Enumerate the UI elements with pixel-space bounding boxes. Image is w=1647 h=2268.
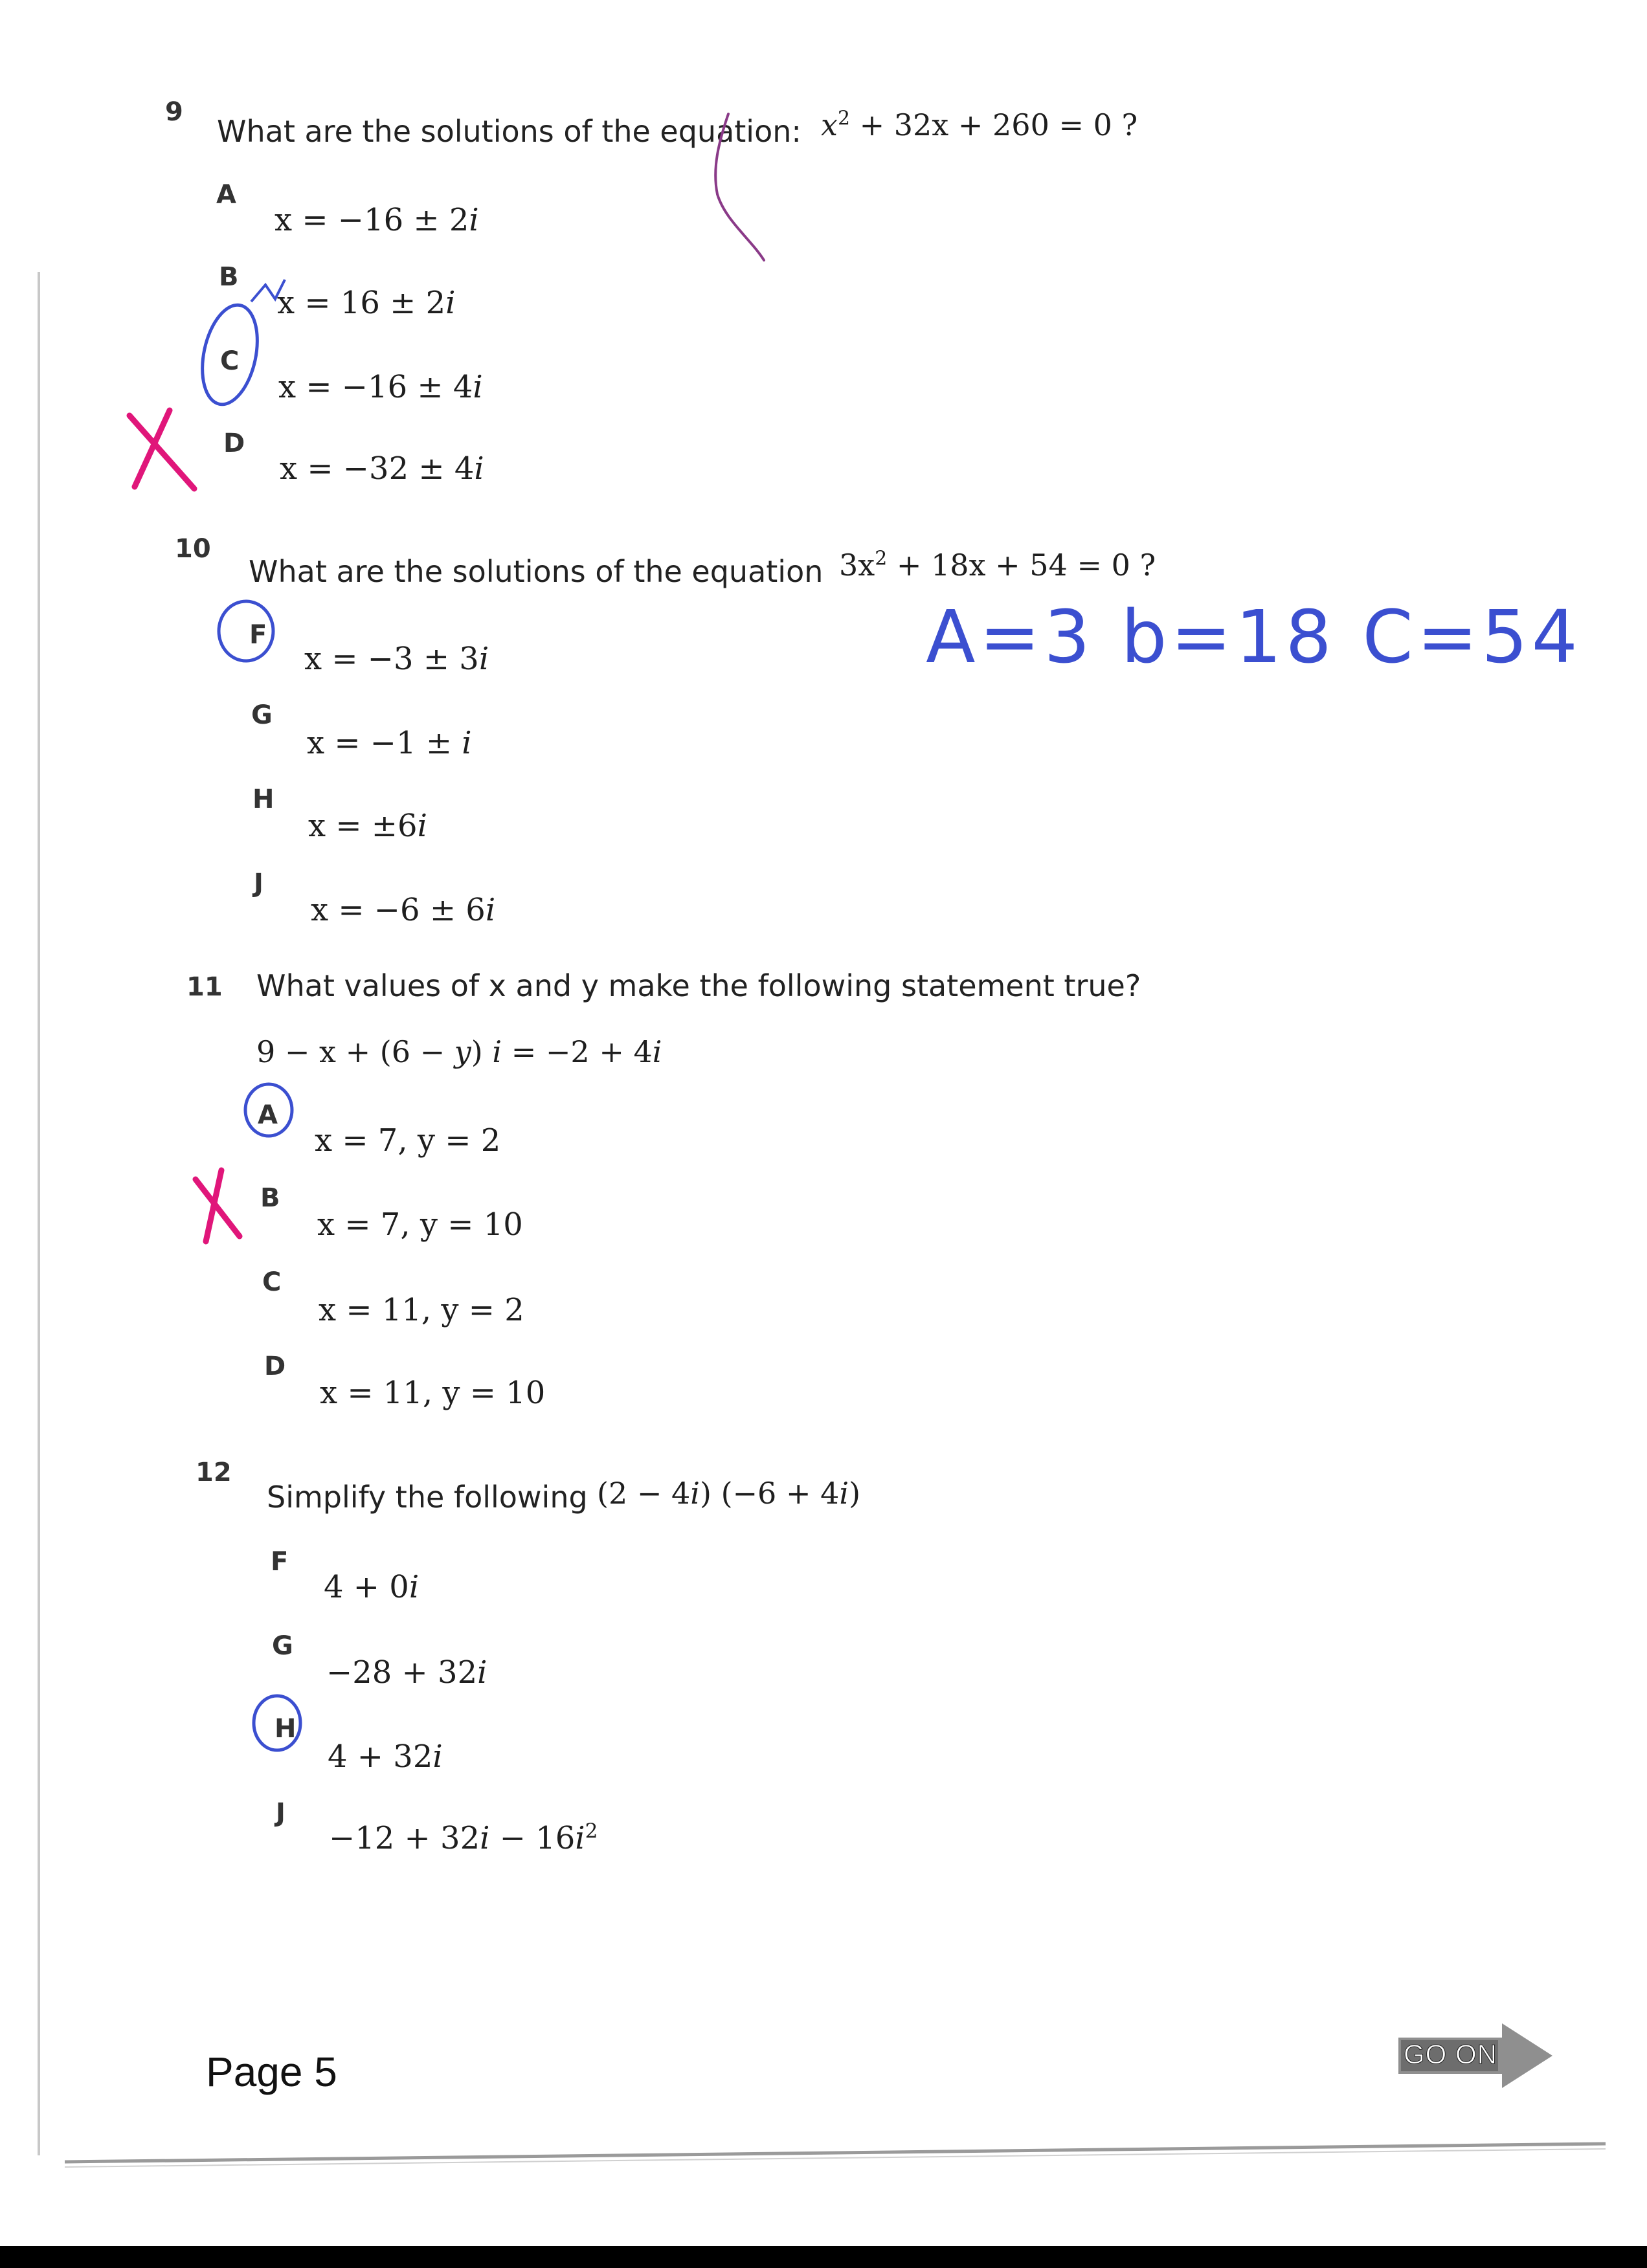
q9-wrong-x-mark (129, 410, 194, 489)
q10-choice-g-text: x = −1 ± i (307, 725, 472, 761)
q9-choice-letter-b[interactable]: B (219, 262, 239, 292)
q10-choice-h-text: x = ±6i (308, 808, 427, 844)
q10-choice-letter-h[interactable]: H (252, 784, 274, 814)
eq9-exponent: 2 (837, 107, 850, 130)
eq10-rest: + 18x + 54 = 0 ? (887, 548, 1156, 583)
question-10-text: What are the solutions of the equation (249, 554, 824, 589)
page-number: Page 5 (206, 2049, 337, 2095)
q12-choice-letter-f[interactable]: F (271, 1547, 289, 1577)
question-11-text: What values of x and y make the following statement true? (256, 968, 1141, 1003)
eq10-exponent: 2 (875, 547, 888, 570)
question-9-text: What are the solutions of the equation: (217, 114, 801, 149)
purple-pen-stroke (715, 114, 764, 260)
q11-choice-letter-c[interactable]: C (262, 1267, 282, 1297)
q11-choice-d-text: x = 11, y = 10 (320, 1375, 546, 1411)
q11-choice-b-text: x = 7, y = 10 (317, 1206, 523, 1243)
q10-choice-letter-j[interactable]: J (254, 869, 263, 898)
q11-choice-letter-b[interactable]: B (260, 1183, 280, 1213)
q12-answer-h-circle (254, 1696, 300, 1750)
q9-check-mark (251, 280, 285, 302)
eq10-lead: 3x (839, 548, 875, 583)
question-12-number: 12 (196, 1458, 232, 1487)
q11-choice-letter-a[interactable]: A (258, 1100, 278, 1130)
q9-answer-c-circle (194, 300, 266, 409)
q9-choice-b-text: x = 16 ± 2i (277, 285, 456, 321)
question-10-number: 10 (175, 534, 211, 564)
q12-choice-j-text: $-12 + 32i - 16i^2$ (329, 1819, 598, 1856)
q11-choice-a-text: x = 7, y = 2 (315, 1122, 501, 1159)
q11-choice-c-text: x = 11, y = 2 (319, 1292, 524, 1328)
q10-answer-f-circle (219, 601, 273, 661)
q10-choice-f-text: x = −3 ± 3i (304, 641, 489, 677)
eq9-x: x (821, 107, 838, 142)
scan-bottom-edge (65, 2144, 1606, 2162)
q12-choice-h-text: 4 + 32i (328, 1739, 443, 1775)
q9-choice-letter-c[interactable]: C (220, 346, 240, 376)
q9-choice-letter-d[interactable]: D (223, 428, 245, 458)
handwritten-coefficients-note: A=3 b=18 C=54 (926, 595, 1582, 680)
q12-choice-letter-j[interactable]: J (276, 1798, 286, 1828)
eq9-rest: + 32x + 260 = 0 ? (849, 107, 1138, 142)
q11-choice-letter-d[interactable]: D (264, 1351, 286, 1381)
q10-choice-letter-g[interactable]: G (251, 700, 273, 730)
q11-answer-a-circle (245, 1084, 292, 1136)
q9-choice-c-text: x = −16 ± 4i (278, 369, 483, 405)
question-12-expression: (2 − 4i) (−6 + 4i) (597, 1476, 861, 1511)
question-12-text: Simplify the following (267, 1480, 588, 1515)
q9-choice-d-text: x = −32 ± 4i (280, 450, 484, 487)
q10-choice-letter-f[interactable]: F (249, 620, 267, 650)
question-11-equation: 9 − x + (6 − y) i = −2 + 4i (256, 1034, 662, 1069)
q9-choice-a-text: x = −16 ± 2i (274, 202, 479, 238)
q12-choice-letter-h[interactable]: H (274, 1714, 297, 1744)
q11-wrong-x-mark (196, 1170, 240, 1241)
question-11-number: 11 (186, 972, 223, 1002)
go-on-label: GO ON (1404, 2039, 1498, 2069)
scan-bottom-border (0, 2246, 1647, 2268)
q10-choice-j-text: x = −6 ± 6i (311, 892, 496, 928)
question-9-number: 9 (165, 97, 183, 127)
q9-choice-letter-a[interactable]: A (216, 180, 236, 210)
q12-choice-f-text: 4 + 0i (324, 1569, 420, 1605)
q12-choice-g-text: −28 + 32i (326, 1654, 487, 1691)
q12-choice-letter-g[interactable]: G (272, 1631, 293, 1661)
